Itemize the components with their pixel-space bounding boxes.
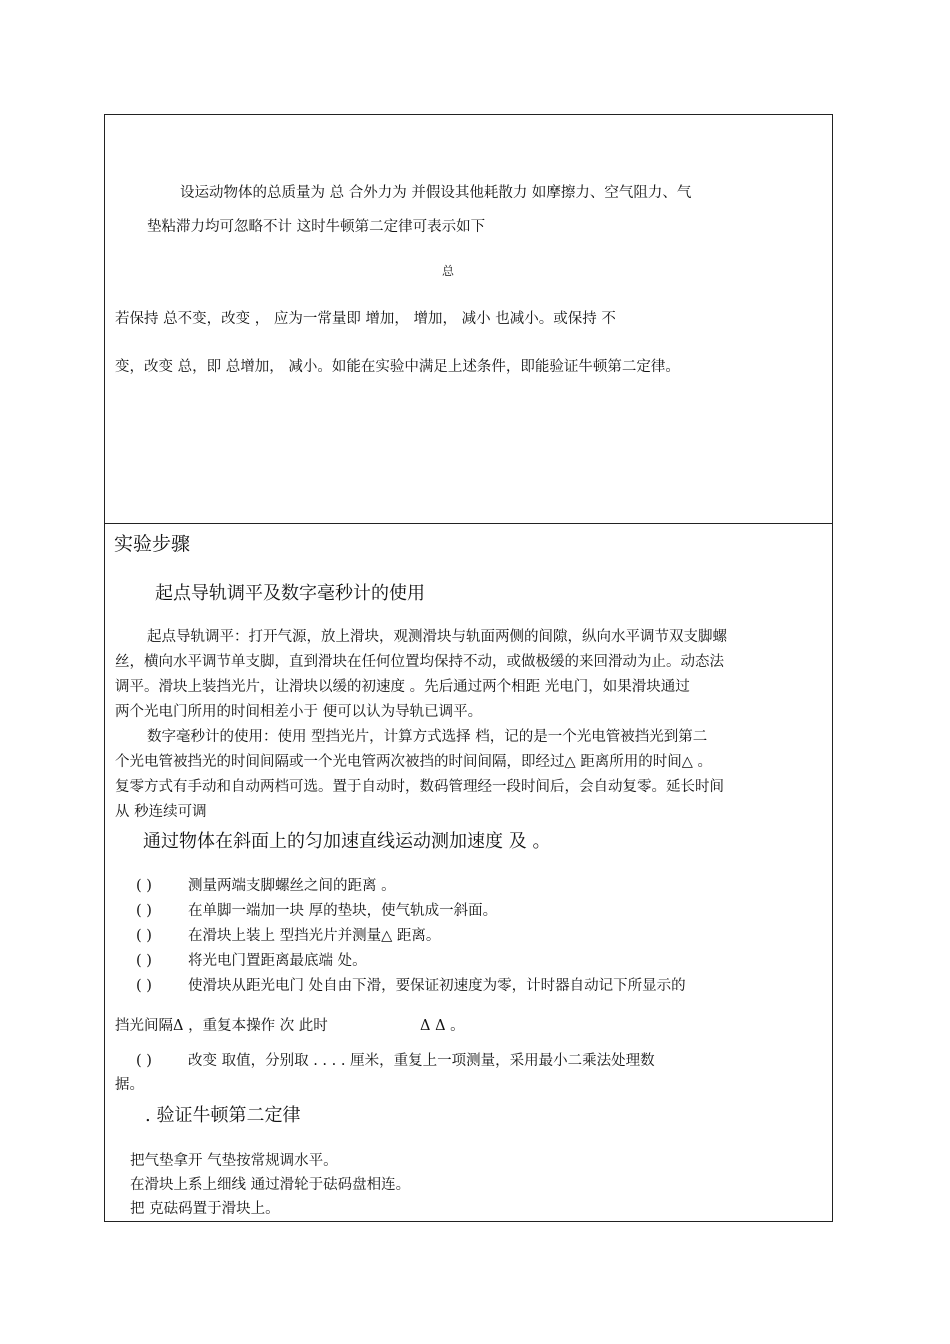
formula-term: 总 <box>442 264 455 278</box>
step1-paragraph-line: 调平。滑块上装挡光片，让滑块以缓的初速度 。先后通过两个相距 光电门，如果滑块通过 <box>115 679 690 695</box>
section-divider <box>104 523 833 524</box>
list-item-number: ( ) <box>136 1053 152 1069</box>
list-item: 将光电门置距离最底端 处。 <box>188 953 367 969</box>
step1-paragraph-line: 从 秒连续可调 <box>115 804 207 820</box>
step1-paragraph-line: 数字毫秒计的使用：使用 型挡光片，计算方式选择 档，记的是一个光电管被挡光到第二 <box>147 729 708 745</box>
list-item: 把 克砝码置于滑块上。 <box>130 1201 280 1217</box>
principle-paragraph-line: 若保持 总不变，改变 ， 应为一常量即 增加， 增加， 减小 也减小。或保持 不 <box>115 311 616 327</box>
list-item: 在滑块上系上细线 通过滑轮于砝码盘相连。 <box>130 1177 411 1193</box>
steps-title: 实验步骤 <box>114 533 191 555</box>
continued-text: 挡光间隔Δ ，重复本操作 次 此时 <box>115 1018 328 1034</box>
principle-paragraph-line: 垫粘滞力均可忽略不计 这时牛顿第二定律可表示如下 <box>147 219 486 235</box>
list-item: 把气垫拿开 气垫按常规调水平。 <box>130 1153 338 1169</box>
principle-paragraph-line: 设运动物体的总质量为 总 合外力为 并假设其他耗散力 如摩擦力、空气阻力、气 <box>180 185 692 201</box>
step1-paragraph-line: 起点导轨调平：打开气源，放上滑块，观测滑块与轨面两侧的间隙，纵向水平调节双支脚螺 <box>147 629 727 645</box>
step1-paragraph-line: 丝，横向水平调节单支脚，直到滑块在任何位置均保持不动，或做极缓的来回滑动为止。动态法 <box>115 654 724 670</box>
list-item: 测量两端支脚螺丝之间的距离 。 <box>188 878 396 894</box>
list-item-number: ( ) <box>136 978 152 994</box>
list-item-number: ( ) <box>136 953 152 969</box>
list-item: 在单脚一端加一块 厚的垫块，使气轨成一斜面。 <box>188 903 498 919</box>
step1-paragraph-line: 复零方式有手动和自动两档可选。置于自动时，数码管理经一段时间后，会自动复零。延长时间 <box>115 779 724 795</box>
list-item: 使滑块从距光电门 处自由下滑，要保证初速度为零，计时器自动记下所显示的 <box>188 978 686 994</box>
step1-heading: 起点导轨调平及数字毫秒计的使用 <box>155 583 425 604</box>
list-item-number: ( ) <box>136 903 152 919</box>
list-item: 在滑块上装上 型挡光片并测量△ 距离。 <box>188 928 441 944</box>
list-item: 改变 取值，分别取 . . . . 厘米，重复上一项测量，采用最小二乘法处理数 <box>188 1053 655 1069</box>
step3-heading: . 验证牛顿第二定律 <box>145 1105 301 1126</box>
step1-paragraph-line: 个光电管被挡光的时间间隔或一个光电管两次被挡的时间间隔，即经过△ 距离所用的时间△ 。 <box>115 754 713 770</box>
formula-inline: Δ Δ 。 <box>420 1018 465 1034</box>
step1-paragraph-line: 两个光电门所用的时间相差小于 便可以认为导轨已调平。 <box>115 704 483 720</box>
list-item-number: ( ) <box>136 878 152 894</box>
principle-paragraph-line: 变，改变 总，即 总增加， 减小。如能在实验中满足上述条件，即能验证牛顿第二定律。 <box>115 359 680 375</box>
step2-heading: 通过物体在斜面上的匀加速直线运动测加速度 及 。 <box>143 831 551 852</box>
list-item-continuation: 据。 <box>115 1077 144 1093</box>
list-item-number: ( ) <box>136 928 152 944</box>
